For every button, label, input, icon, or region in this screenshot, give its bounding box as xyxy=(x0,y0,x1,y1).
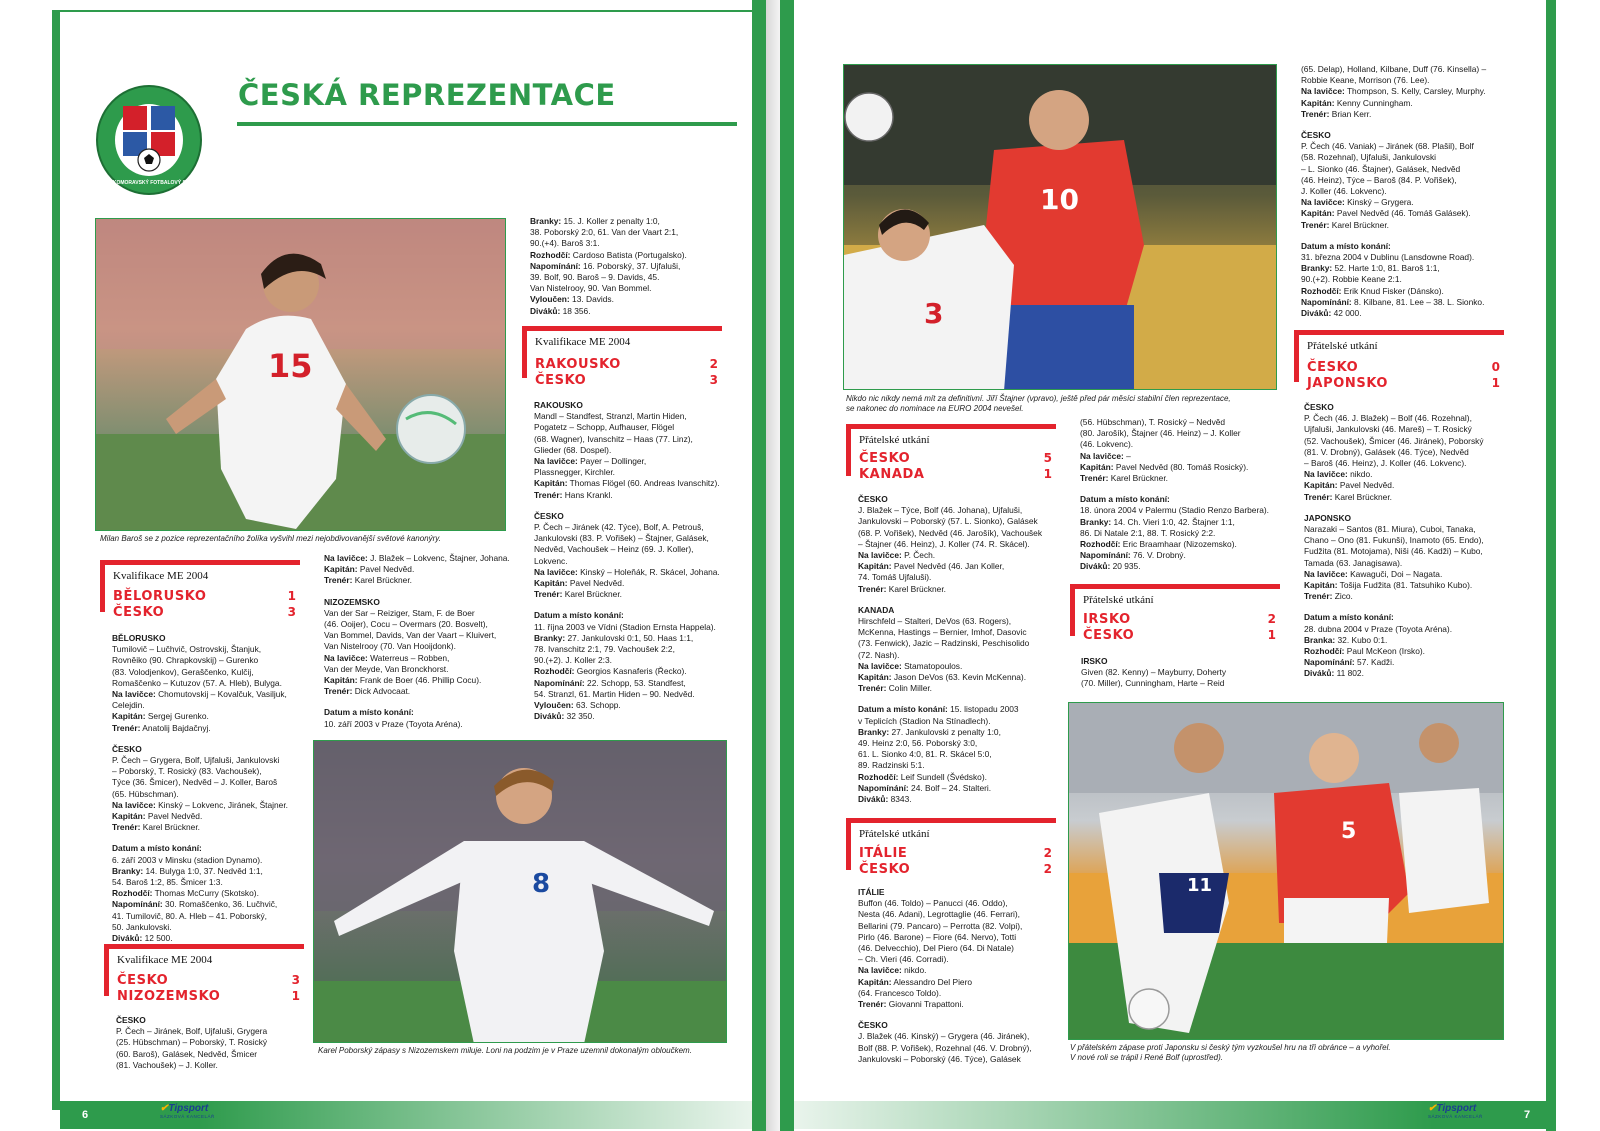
text-line: McKenna, Hastings – Bernier, Imhof, Dasovic xyxy=(858,627,1027,638)
text-line: Na lavičce: Thompson, S. Kelly, Carsley, Murphy. xyxy=(1301,86,1486,97)
text-line: Branky: 27. Jankulovski 0:1, 50. Haas 1:1, xyxy=(534,632,694,643)
shirt-number: 10 xyxy=(1040,183,1079,216)
caption-stajner xyxy=(846,394,1286,414)
text-line: Napomínání: 57. Kadži. xyxy=(1304,657,1395,668)
federation-logo xyxy=(95,84,203,196)
text-line: – Ch. Vieri (46. Corradi). xyxy=(858,954,949,965)
text-line: Bellarini (79. Pancaro) – Perrotta (82. Volpi), xyxy=(858,920,1023,931)
text-line: Rovněiko (90. Chrapkovskij) – Gurenko xyxy=(112,655,259,666)
text-line: (81. Vachoušek) – J. Koller. xyxy=(116,1059,218,1070)
text-line: Branky: 14. Ch. Vieri 1:0, 42. Štajner 1:1, xyxy=(1080,516,1235,527)
text-line: Na lavičce: Kinský – Holeňák, R. Skácel, Johana. xyxy=(534,566,720,577)
match-score1: 2 xyxy=(1267,612,1276,626)
text-line: Trenér: Giovanni Trapattoni. xyxy=(858,999,964,1010)
text-line: – L. Sionko (46. Štajner), Galásek, Nedvěd xyxy=(1301,163,1461,174)
text-line: Týce (36. Šmicer), Nedvěd – J. Koller, Baroš xyxy=(112,777,278,788)
match-team2: JAPONSKO xyxy=(1307,376,1389,391)
col-irsko-continued-text xyxy=(1301,64,1516,329)
text-line: Trenér: Zico. xyxy=(1304,591,1353,602)
text-line: Diváků: 42 000. xyxy=(1301,308,1362,319)
text-line: Napomínání: 16. Poborský, 37. Ujfaluši, xyxy=(530,260,681,271)
match-competition: Kvalifikace ME 2004 xyxy=(117,954,213,966)
match-score2: 3 xyxy=(287,605,296,619)
text-line: Datum a místo konání: xyxy=(534,610,624,621)
text-line: Van Bommel, Davids, Van der Vaart – Kluivert, xyxy=(324,630,497,641)
text-line: Rozhodčí: Eric Braamhaar (Nizozemsko). xyxy=(1080,539,1237,550)
text-line: 6. září 2003 v Minsku (stadion Dynamo). xyxy=(112,854,263,865)
match-competition: Kvalifikace ME 2004 xyxy=(535,336,631,348)
text-line: Trenér: Karel Brückner. xyxy=(534,589,622,600)
text-line: Rozhodčí: Paul McKeon (Irsko). xyxy=(1304,646,1426,657)
col-italie-text xyxy=(858,887,1068,1075)
text-line: ČESKO xyxy=(112,743,142,754)
match-competition: Přátelské utkání xyxy=(1307,340,1378,352)
text-line: 18. února 2004 v Palermu (Stadio Renzo Barbera). xyxy=(1080,505,1270,516)
text-line: Kapitán: Pavel Nedvěd (46. Jan Koller, xyxy=(858,561,1005,572)
text-line: Trenér: Dick Advocaat. xyxy=(324,686,411,697)
text-line: Trenér: Karel Brückner. xyxy=(1080,473,1168,484)
col-belorusko-text xyxy=(112,633,312,954)
text-line: 28. dubna 2004 v Praze (Toyota Aréna). xyxy=(1304,623,1453,634)
text-line: Van der Meyde, Van Bronckhorst. xyxy=(324,663,449,674)
text-line: (52. Vachoušek), Šmicer (46. Jiránek), Poborský xyxy=(1304,435,1484,446)
shirt-number: 8 xyxy=(532,869,551,899)
text-paragraph xyxy=(858,704,1068,805)
match-box-rakousko xyxy=(522,326,722,388)
text-line: Diváků: 20 935. xyxy=(1080,561,1141,572)
text-line: KANADA xyxy=(858,604,895,615)
col-rakousko-text xyxy=(534,400,744,732)
text-line: P. Čech – Jiránek, Bolf, Ujfaluši, Grygera xyxy=(116,1026,268,1037)
title-underline xyxy=(237,122,737,126)
text-paragraph xyxy=(1080,417,1285,484)
text-paragraph xyxy=(534,511,744,601)
text-line: Van Nistelrooy, 90. Van Bommel. xyxy=(530,283,652,294)
text-paragraph xyxy=(112,843,312,944)
text-line: P. Čech (46. Vaniak) – Jiránek (68. Plašil), Bolf xyxy=(1301,141,1474,152)
text-line: 41. Tumilovič, 80. A. Hleb – 41. Poborský, xyxy=(112,910,268,921)
text-line: Kapitán: Alessandro Del Piero xyxy=(858,976,973,987)
text-line: – Štajner (46. Heinz), J. Koller (74. R. Skácel). xyxy=(858,538,1030,549)
text-line: Diváků: 18 356. xyxy=(530,305,591,316)
photo-stajner xyxy=(843,64,1277,390)
gutter-bar-right xyxy=(780,0,794,1131)
match-competition: Přátelské utkání xyxy=(859,434,930,446)
text-line: Nedvěd, Vachoušek – Heinz (69. J. Koller), xyxy=(534,544,694,555)
col-irsko-text xyxy=(1081,656,1281,690)
text-line: Robbie Keane, Morrison (76. Lee). xyxy=(1301,75,1430,86)
text-line: 54. Stranzl, 61. Martin Hiden – 90. Nedvěd. xyxy=(534,688,695,699)
text-line: (68. Wagner), Ivanschitz – Haas (77. Linz), xyxy=(534,433,693,444)
text-line: BĚLORUSKO xyxy=(112,633,166,643)
text-line: Na lavičce: P. Čech. xyxy=(858,550,936,561)
text-line: Diváků: 32 350. xyxy=(534,711,595,722)
text-line: 90.(+4). Baroš 3:1. xyxy=(530,238,600,249)
top-edge-bar-left xyxy=(60,10,752,12)
text-line: Kapitán: Jason DeVos (63. Kevin McKenna). xyxy=(858,672,1027,683)
text-line: Jankulovski (83. P. Vořišek) – Štajner, Galásek, xyxy=(534,533,709,544)
text-line: Narazaki – Santos (81. Miura), Cuboi, Tanaka, xyxy=(1304,524,1476,535)
text-paragraph xyxy=(1301,241,1516,319)
text-line: Datum a místo konání: xyxy=(324,707,414,718)
match-score1: 2 xyxy=(1043,846,1052,860)
match-team1: RAKOUSKO xyxy=(535,357,621,372)
text-line: (58. Rozehnal), Ujfaluši, Jankulovski xyxy=(1301,152,1436,163)
text-line: Rozhodčí: Georgios Kasnaferis (Řecko). xyxy=(534,666,687,677)
text-line: (65. Hübschman). xyxy=(112,788,179,799)
sponsor-logo-right: ✔Tipsport SÁZKOVÁ KANCELÁŘ xyxy=(1428,1103,1483,1119)
text-line: Na lavičce: Stamatopoulos. xyxy=(858,660,963,671)
text-line: Napomínání: 22. Schopp, 53. Standfest, xyxy=(534,677,686,688)
text-line: 39. Bolf, 90. Baroš – 9. Davids, 45. xyxy=(530,272,660,283)
match-team2: ČESKO xyxy=(535,373,587,388)
shirt-number-opponent: 11 xyxy=(1187,875,1213,896)
text-line: Diváků: 12 500. xyxy=(112,933,173,944)
text-line: Glieder (68. Dospel). xyxy=(534,444,612,455)
text-line: Trenér: Karel Brückner. xyxy=(1301,219,1389,230)
text-line: Trenér: Hans Krankl. xyxy=(534,489,613,500)
col-cesko-nizozemsko-text xyxy=(116,1015,316,1071)
text-line: Na lavičce: Kinský – Lokvenc, Jiránek, Štajner. xyxy=(112,799,288,810)
text-paragraph xyxy=(1304,612,1519,679)
logo-ring-text: ČESKOMORAVSKÝ FOTBALOVÝ SVAZ xyxy=(102,180,196,186)
caption-baros: Milan Baroš se z pozice reprezentačního žolíka vyšvihl mezi nejobdivovanější světové kanonýry. xyxy=(100,534,441,543)
match-team2: ČESKO xyxy=(113,605,165,620)
text-line: J. Koller (46. Lokvenc). xyxy=(1301,186,1387,197)
text-line: Trenér: Karel Brückner. xyxy=(112,822,200,833)
text-line: (73. Fenwick), Jazic – Radzinski, Peschisolido xyxy=(858,638,1030,649)
match-team1: ITÁLIE xyxy=(859,846,908,861)
text-line: Celejdin. xyxy=(112,700,145,711)
text-line: Bolf (88. P. Vořišek), Rozehnal (46. V. Drobný), xyxy=(858,1042,1032,1053)
text-line: Kapitán: Pavel Nedvěd. xyxy=(324,564,415,575)
text-line: Datum a místo konání: xyxy=(1080,494,1170,505)
text-line: Tumilovič – Lučhvič, Ostrovskij, Štanjuk, xyxy=(112,644,262,655)
text-line: ČESKO xyxy=(1304,402,1334,412)
text-line: 54. Baroš 1:2, 85. Šmicer 1:3. xyxy=(112,877,223,888)
text-line: ČESKO xyxy=(1301,130,1331,141)
match-score1: 2 xyxy=(709,357,718,371)
text-line: Na lavičce: Payer – Dollinger, xyxy=(534,456,647,467)
match-box-nizozemsko xyxy=(104,944,304,1006)
text-line: 78. Ivanschitz 2:1, 79. Vachoušek 2:2, xyxy=(534,644,675,655)
sponsor-logo-left: ✔Tipsport SÁZKOVÁ KANCELÁŘ xyxy=(160,1103,215,1119)
text-line: (83. Volodjenkov), Geraščenko, Kulčij, xyxy=(112,666,254,677)
caption-line: se nakonec do nominace na EURO 2004 nevešel. xyxy=(846,404,1024,413)
text-line: Napomínání: 30. Romaščenko, 36. Lučhvič, xyxy=(112,899,278,910)
caption-poborsky: Karel Poborský zápasy s Nizozemskem miluje. Loni na podzim je v Praze uzemnil dokonalým obloučkem. xyxy=(318,1046,692,1055)
text-line: Na lavičce: nikdo. xyxy=(858,965,927,976)
text-line: 31. března 2004 v Dublinu (Lansdowne Road). xyxy=(1301,252,1475,263)
match-score1: 1 xyxy=(287,589,296,603)
text-line: Datum a místo konání: xyxy=(1304,612,1394,623)
text-line: Ujfaluši, Jankulovski (46. Mareš) – T. Rosický xyxy=(1304,424,1472,435)
text-line: (68. P. Vořišek), Nedvěd (46. Jarošík), Vachoušek xyxy=(858,527,1043,538)
match-score2: 1 xyxy=(1491,376,1500,390)
text-line: Branky: 27. Jankulovski z penalty 1:0, xyxy=(858,726,1001,737)
text-line: Rozhodčí: Erik Knud Fisker (Dánsko). xyxy=(1301,285,1444,296)
text-line: ČESKO xyxy=(534,510,564,521)
text-line: 90.(+2). J. Koller 2:3. xyxy=(534,655,612,666)
left-edge-bar xyxy=(52,10,60,1110)
text-line: Napomínání: 76. V. Drobný. xyxy=(1080,550,1186,561)
text-paragraph xyxy=(324,707,534,729)
col-japonsko-text xyxy=(1304,402,1519,690)
text-line: v Teplicích (Stadion Na Stínadlech). xyxy=(858,715,991,726)
text-line: Datum a místo konání: xyxy=(112,843,202,854)
text-line: – Baroš (46. Heinz), J. Koller (46. Lokvenc). xyxy=(1304,458,1467,469)
text-line: 11. října 2003 ve Vídni (Stadion Ernsta Happela). xyxy=(534,621,716,632)
text-paragraph xyxy=(112,633,312,734)
match-team1: ČESKO xyxy=(859,451,911,466)
text-line: Chano – Ono (81. Fukunši), Inamoto (65. Endo), xyxy=(1304,535,1484,546)
text-line: (60. Baroš), Galásek, Nedvěd, Šmicer xyxy=(116,1048,258,1059)
match-team1: BĚLORUSKO xyxy=(113,589,207,604)
match-team2: NIZOZEMSKO xyxy=(117,989,221,1004)
page-title: ČESKÁ REPREZENTACE xyxy=(238,78,616,112)
text-line: NIZOZEMSKO xyxy=(324,596,380,607)
sponsor-check-icon: ✔ xyxy=(160,1103,169,1114)
page-number-right: 7 xyxy=(1524,1109,1531,1121)
text-line: Kapitán: Sergej Gurenko. xyxy=(112,711,209,722)
text-paragraph xyxy=(858,605,1068,695)
text-line: Kapitán: Pavel Nedvěd. xyxy=(1304,480,1395,491)
caption-line: V přátelském zápase proti Japonsku si český tým vyzkoušel hru na tři obránce – a vyhořel. xyxy=(1070,1043,1391,1052)
page-number-left: 6 xyxy=(82,1109,89,1121)
right-edge-bar xyxy=(1546,0,1556,1131)
match-box-irsko xyxy=(1070,584,1280,646)
text-line: JAPONSKO xyxy=(1304,512,1352,523)
match-score1: 5 xyxy=(1043,451,1052,465)
text-paragraph xyxy=(324,553,534,587)
match-box-belorusko xyxy=(100,560,300,622)
text-line: ČESKO xyxy=(858,1020,888,1031)
text-line: Kapitán: Pavel Nedvěd (46. Tomáš Galásek). xyxy=(1301,208,1471,219)
text-paragraph xyxy=(858,494,1068,595)
match-competition: Přátelské utkání xyxy=(1083,594,1154,606)
match-score2: 3 xyxy=(709,373,718,387)
photo-japonsko xyxy=(1068,702,1504,1040)
text-line: Van Nistelrooy (70. Van Hooijdonk). xyxy=(324,641,456,652)
text-line: Trenér: Colin Miller. xyxy=(858,683,933,694)
caption-line: Nikdo nic nikdy nemá mít za definitivní. Jiří Štajner (vpravo), ještě před pár měsíci stabilní člen reprezentace, xyxy=(846,394,1231,403)
text-line: Kapitán: Frank de Boer (46. Phillip Cocu). xyxy=(324,675,482,686)
text-line: (70. Miller), Cunningham, Harte – Reid xyxy=(1081,678,1225,689)
text-line: Na lavičce: nikdo. xyxy=(1304,469,1373,480)
match-score2: 1 xyxy=(1267,628,1276,642)
text-line: (65. Delap), Holland, Kilbane, Duff (76. Kinsella) – xyxy=(1301,64,1487,74)
col-kanada-text xyxy=(858,494,1068,815)
text-line: (25. Hübschman) – Poborský, T. Rosický xyxy=(116,1037,268,1048)
caption-japonsko xyxy=(1070,1043,1510,1063)
match-score2: 1 xyxy=(291,989,300,1003)
text-line: Na lavičce: Chomutovskij – Kovalčuk, Vasiljuk, xyxy=(112,689,287,700)
text-paragraph xyxy=(534,400,744,501)
text-line: – Poborský, T. Rosický (83. Vachoušek), xyxy=(112,766,262,777)
text-line: Napomínání: 8. Kilbane, 81. Lee – 38. L. Sionko. xyxy=(1301,296,1485,307)
text-line: 90.(+2). Robbie Keane 2:1. xyxy=(1301,274,1402,285)
sponsor-check-icon: ✔ xyxy=(1428,1103,1437,1114)
match-team1: ČESKO xyxy=(117,973,169,988)
text-line: 61. L. Sionko 4:0, 81. R. Skácel 5:0, xyxy=(858,749,992,760)
text-paragraph xyxy=(1301,64,1516,120)
match-competition: Přátelské utkání xyxy=(859,828,930,840)
photo-baros xyxy=(95,218,506,531)
text-paragraph xyxy=(1304,513,1519,603)
text-line: Branky: 52. Harte 1:0, 81. Baroš 1:1, xyxy=(1301,263,1440,274)
text-line: Van der Sar – Reiziger, Stam, F. de Boer xyxy=(324,607,475,618)
text-line: Kapitán: Kenny Cunningham. xyxy=(1301,97,1413,108)
text-paragraph xyxy=(1080,494,1285,572)
text-line: (46. Heinz), Týce – Baroš (84. P. Vořišek), xyxy=(1301,174,1457,185)
text-line: Hirschfeld – Stalteri, DeVos (63. Rogers), xyxy=(858,616,1012,627)
col-italie-continued-text xyxy=(1080,417,1285,583)
text-line: Trenér: Karel Brückner. xyxy=(324,575,412,586)
text-line: Kapitán: Thomas Flögel (60. Andreas Ivanschitz). xyxy=(534,478,720,489)
match-score2: 1 xyxy=(1043,467,1052,481)
text-line: Trenér: Karel Brückner. xyxy=(1304,491,1392,502)
text-line: P. Čech – Grygera, Bolf, Ujfaluši, Jankulovski xyxy=(112,755,280,766)
text-line: Trenér: Anatolij Bajdačnyj. xyxy=(112,722,211,733)
text-line: (46. Lokvenc). xyxy=(1080,439,1134,450)
text-line: Na lavičce: Kinský – Grygera. xyxy=(1301,197,1414,208)
match-box-italie xyxy=(846,818,1056,880)
text-line: Vyloučen: 63. Schopp. xyxy=(534,700,621,711)
match-score1: 3 xyxy=(291,973,300,987)
match-box-japonsko xyxy=(1294,330,1504,392)
text-line: Vyloučen: 13. Davids. xyxy=(530,294,614,305)
text-line: ČESKO xyxy=(858,494,888,504)
text-line: Jankulovski – Poborský (57. L. Sionko), Galásek xyxy=(858,516,1038,527)
text-line: Rozhodčí: Leif Sundell (Švédsko). xyxy=(858,771,987,782)
match-competition: Kvalifikace ME 2004 xyxy=(113,570,209,582)
text-line: 74. Tomáš Ujfaluši). xyxy=(858,572,932,583)
text-paragraph xyxy=(324,597,534,698)
text-paragraph xyxy=(112,744,312,834)
text-line: ČESKO xyxy=(116,1015,146,1025)
text-line: P. Čech – Jiránek (42. Týce), Bolf, A. Petrouš, xyxy=(534,522,704,533)
photo-poborsky xyxy=(313,740,727,1043)
text-paragraph xyxy=(1304,402,1519,503)
text-line: IRSKO xyxy=(1081,656,1108,666)
text-paragraph xyxy=(858,887,1068,1010)
text-line: (81. V. Drobný), Galásek (46. Týce), Nedvěd xyxy=(1304,446,1469,457)
text-line: Kapitán: Pavel Nedvěd. xyxy=(112,811,203,822)
text-line: Pirlo (46. Barone) – Fiore (64. Nervo), Totti xyxy=(858,931,1017,942)
text-line: Jankulovski – Poborský (46. Týce), Galásek xyxy=(858,1053,1021,1064)
text-line: Rozhodčí: Thomas McCurry (Skotsko). xyxy=(112,888,259,899)
match-score1: 0 xyxy=(1491,360,1500,374)
text-line: 10. září 2003 v Praze (Toyota Aréna). xyxy=(324,718,463,729)
text-line: 49. Heinz 2:0, 56. Poborský 3:0, xyxy=(858,738,978,749)
text-line: Branka: 32. Kubo 0:1. xyxy=(1304,634,1388,645)
text-line: Plassnegger, Kirchler. xyxy=(534,467,616,478)
gutter-shadow xyxy=(766,0,780,1131)
match-team1: ČESKO xyxy=(1307,360,1359,375)
text-paragraph xyxy=(1301,130,1516,231)
text-line: Na lavičce: Waterreus – Robben, xyxy=(324,652,450,663)
text-line: Romaščenko – Kutuzov (57. A. Hleb), Bulyga. xyxy=(112,677,282,688)
col1-top-text xyxy=(530,216,740,317)
match-score2: 2 xyxy=(1043,862,1052,876)
text-line: (46. Delvecchio), Del Piero (64. Di Natale) xyxy=(858,943,1014,954)
col-nizozemsko-text xyxy=(324,553,534,740)
text-line: (46. Ooijer), Cocu – Overmars (20. Bosvelt), xyxy=(324,619,488,630)
text-line: 38. Poborský 2:0, 61. Van der Vaart 2:1, xyxy=(530,227,679,238)
text-line: Pogatetz – Schopp, Aufhauser, Flögel xyxy=(534,422,675,433)
text-line: Kapitán: Pavel Nedvěd. xyxy=(534,578,625,589)
text-line: ITÁLIE xyxy=(858,887,885,897)
text-line: Diváků: 8343. xyxy=(858,794,912,805)
text-line: Mandl – Standfest, Stranzl, Martin Hiden, xyxy=(534,411,687,422)
match-team1: IRSKO xyxy=(1083,612,1131,627)
text-line: Branky: 14. Bulyga 1:0, 37. Nedvěd 1:1, xyxy=(112,865,263,876)
text-line: Kapitán: Pavel Nedvěd (80. Tomáš Rosický). xyxy=(1080,461,1249,472)
text-line: (72. Nash). xyxy=(858,649,900,660)
text-line: (80. Jarošík), Štajner (46. Heinz) – J. Koller xyxy=(1080,428,1241,439)
shirt-number-opponent: 3 xyxy=(924,297,944,330)
text-line: Datum a místo konání: xyxy=(1301,240,1391,251)
text-line: 89. Radzinski 5:1. xyxy=(858,760,925,771)
text-line: 86. Di Natale 2:1, 88. T. Rosický 2:2. xyxy=(1080,527,1216,538)
text-line: Kapitán: Tošija Fudžita (81. Tatsuhiko Kubo). xyxy=(1304,580,1473,591)
text-line: Trenér: Karel Brückner. xyxy=(858,583,946,594)
text-paragraph xyxy=(858,1020,1068,1065)
text-paragraph xyxy=(534,610,744,722)
text-line: Fudžita (81. Motojama), Niši (46. Kadži) – Kubo, xyxy=(1304,546,1483,557)
text-line: Nesta (46. Adani), Legrottaglie (46. Ferrari), xyxy=(858,909,1020,920)
text-line: Tamada (63. Janagisawa). xyxy=(1304,557,1403,568)
text-line: Branky: 15. J. Koller z penalty 1:0, xyxy=(530,216,660,226)
match-team2: ČESKO xyxy=(859,862,911,877)
text-line: Given (82. Kenny) – Mayburry, Doherty xyxy=(1081,667,1227,678)
text-line: J. Blažek (46. Kinský) – Grygera (46. Jiránek), xyxy=(858,1031,1030,1042)
text-line: Diváků: 11 802. xyxy=(1304,668,1364,679)
text-line: RAKOUSKO xyxy=(534,400,583,410)
text-line: Na lavičce: Kawaguči, Doi – Nagata. xyxy=(1304,568,1443,579)
text-line: Na lavičce: J. Blažek – Lokvenc, Štajner, Johana. xyxy=(324,553,510,563)
text-line: P. Čech (46. J. Blažek) – Bolf (46. Rozehnal), xyxy=(1304,413,1472,424)
text-line: (56. Hübschman), T. Rosický – Nedvěd xyxy=(1080,417,1226,427)
caption-line: V nové roli se trápil i René Bolf (uprostřed). xyxy=(1070,1053,1223,1062)
match-team2: ČESKO xyxy=(1083,628,1135,643)
shirt-number: 5 xyxy=(1341,819,1357,844)
text-line: J. Blažek – Týce, Bolf (46. Johana), Ujfaluši, xyxy=(858,505,1023,516)
match-team2: KANADA xyxy=(859,467,925,482)
text-line: Trenér: Brian Kerr. xyxy=(1301,108,1372,119)
text-line: Lokvenc. xyxy=(534,555,568,566)
text-line: 50. Jankulovski. xyxy=(112,921,172,932)
shirt-number: 15 xyxy=(268,347,313,385)
text-line: (64. Francesco Toldo). xyxy=(858,987,942,998)
text-line: Na lavičce: – xyxy=(1080,450,1131,461)
text-line: Rozhodčí: Cardoso Batista (Portugalsko). xyxy=(530,249,687,260)
gutter-bar-left xyxy=(752,0,766,1131)
match-box-kanada xyxy=(846,424,1056,486)
text-line: Datum a místo konání: 15. listopadu 2003 xyxy=(858,704,1019,715)
text-line: Buffon (46. Toldo) – Panucci (46. Oddo), xyxy=(858,898,1008,909)
text-line: Napomínání: 24. Bolf – 24. Stalteri. xyxy=(858,782,992,793)
